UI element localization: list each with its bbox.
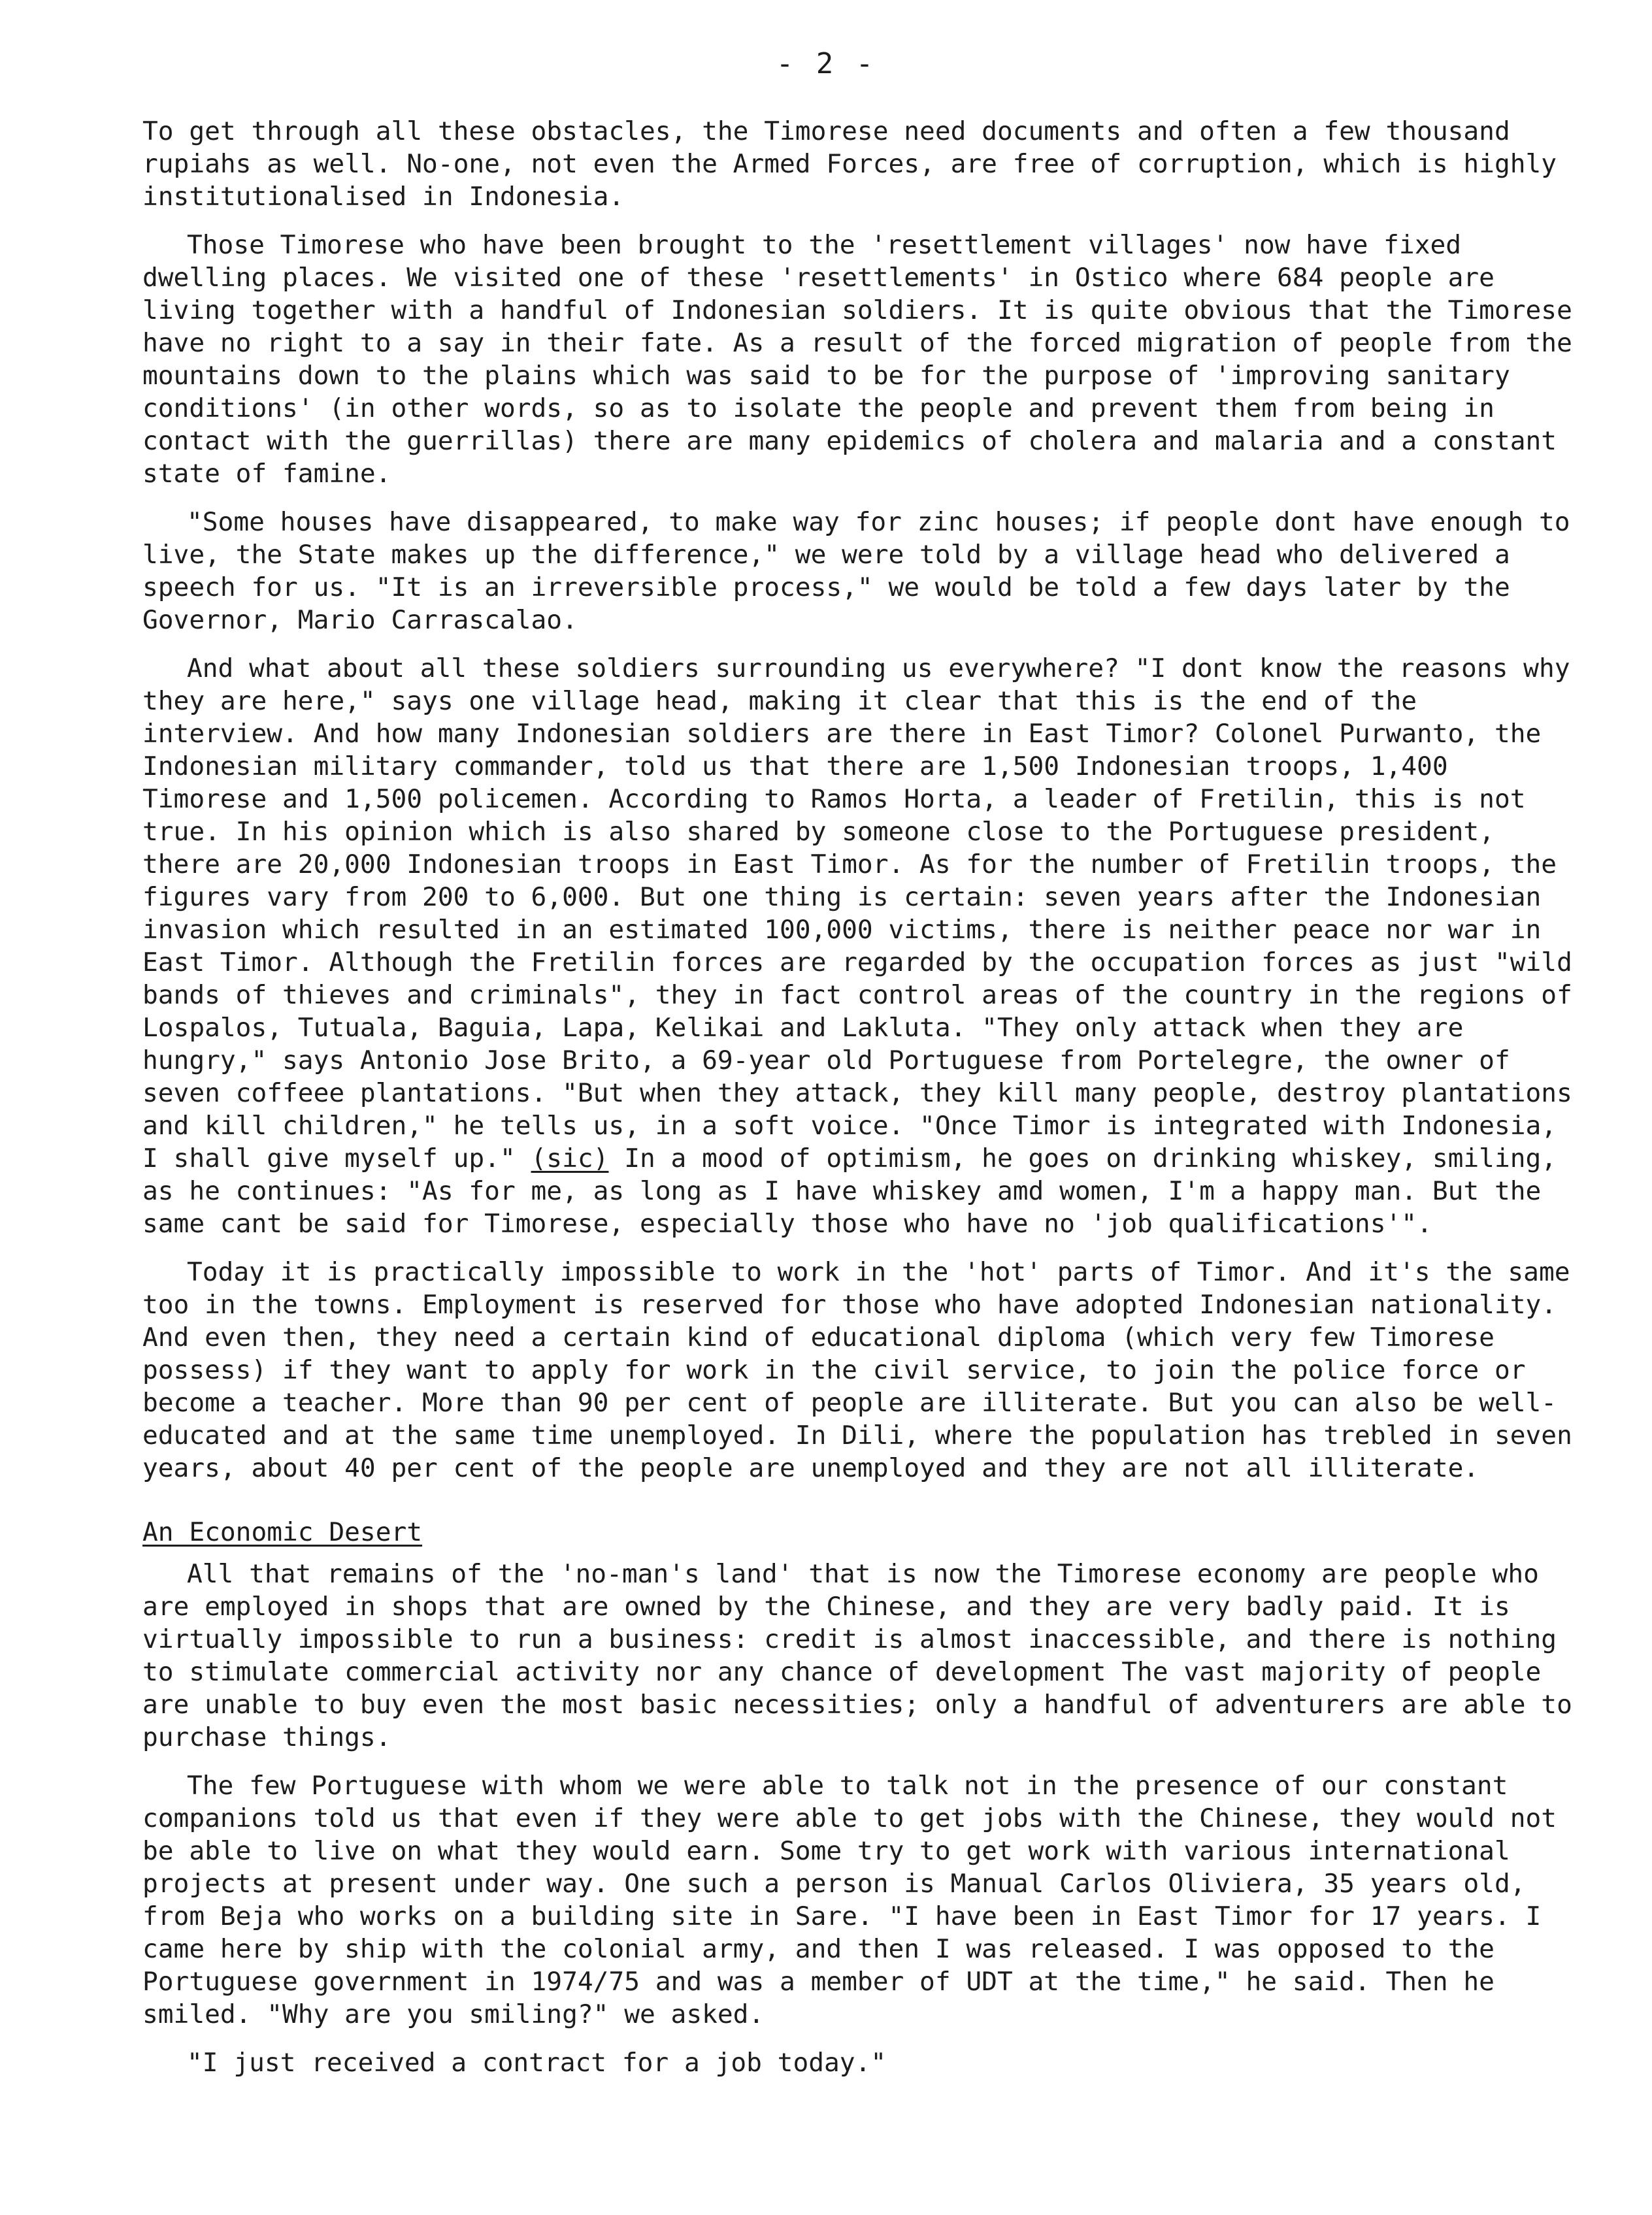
paragraph-portuguese: The few Portuguese with whom we were able to talk not in the presence of our constant companions told us that even if they were able to get jobs with the Chinese, they would not be able to live on what they would earn. Some try to get work with various international projects at present under way. One such a person is Manual Carlos Oliviera, 35 years old, from Beja who works on a building site in Sare. "I have been in East Timor for 17 years. I came here by ship with the colonial army, and then I was released. I was opposed to the Portuguese government in 1974/75 and was a member of UDT at the time," he said. Then he smiled. "Why are you smiling?" we asked. xyxy=(142,1771,1557,2029)
sic-annotation: (sic) xyxy=(531,1143,609,1173)
page-number: - 2 - xyxy=(776,47,876,80)
paragraph-economy: All that remains of the 'no-man's land' that is now the Timorese economy are people who are employed in shops that are owned by the Chinese, and they are very badly paid. It is virtually impossible to run a business: credit is almost inaccessible, and there is nothing to stimulate commercial activity nor any chance of development The vast majority of people are unable to buy even the most basic necessities; only a handful of adventurers are able to purchase things. xyxy=(142,1559,1572,1752)
paragraph-soldiers xyxy=(142,652,1587,1240)
paragraph-zinc-houses: "Some houses have disappeared, to make way for zinc houses; if people dont have enough to live, the State makes up the difference," we were told by a village head who delivered a speech for us. "It is an irreversible process," we would be told a few days later by the Governor, Mario Carrascalao. xyxy=(142,507,1570,635)
paragraph-resettlement: Those Timorese who have been brought to the 'resettlement villages' now have fixed dwelling places. We visited one of these 'resettlements' in Ostico where 684 people are living together with a handful of Indonesian soldiers. It is quite obvious that the Timorese have no right to a say in their fate. As a result of the forced migration of people from the mountains down to the plains which was said to be for the purpose of 'improving sanitary conditions' (in other words, so as to isolate the people and prevent them from being in contact with the guerrillas) there are many epidemics of cholera and malaria and a constant state of famine. xyxy=(142,230,1572,489)
paragraph-obstacles: To get through all these obstacles, the Timorese need documents and often a few thousand rupiahs as well. No-one, not even the Armed Forces, are free of corruption, which is highly institutionalised in Indonesia. xyxy=(142,116,1557,212)
article-body xyxy=(142,115,1587,2095)
section-heading-economic-desert: An Economic Desert xyxy=(142,1517,423,1547)
paragraph-contract: "I just received a contract for a job today." xyxy=(187,2048,887,2078)
paragraph-employment: Today it is practically impossible to work in the 'hot' parts of Timor. And it's the same too in the towns. Employment is reserved for those who have adopted Indonesian nationality. And even then, they need a certain kind of educational diploma (which very few Timorese possess) if they want to apply for work in the civil service, to join the police force or become a teacher. More than 90 per cent of people are illiterate. But you can also be well-educated and at the same time unemployed. In Dili, where the population has trebled in seven years, about 40 per cent of the people are unemployed and they are not all illiterate. xyxy=(142,1257,1572,1483)
paragraph-soldiers-part-2: In a mood of optimism, he goes on drinking whiskey, smiling, as he continues: "As for me, as long as I have whiskey amd women, I'm a happy man. But the same cant be said for Timorese, especially those who have no 'job qualifications'". xyxy=(142,1143,1557,1239)
paragraph-soldiers-part-1: And what about all these soldiers surrounding us everywhere? "I dont know the reasons why they are here," says one village head, making it clear that this is the end of the interview. And how many Indonesian soldiers are there in East Timor? Colonel Purwanto, the Indonesian military commander, told us that there are 1,500 Indonesian troops, 1,400 Timorese and 1,500 policemen. According to Ramos Horta, a leader of Fretilin, this is not true. In his opinion which is also shared by someone close to the Portuguese president, there are 20,000 Indonesian troops in East Timor. As for the number of Fretilin troops, the figures vary from 200 to 6,000. But one thing is certain: seven years after the Indonesian invasion which resulted in an estimated 100,000 victims, there is neither peace nor war in East Timor. Although the Fretilin forces are regarded by the occupation forces as just "wild bands of thieves and criminals", they in fact control areas of the country in the regions of Lospalos, Tutuala, Baguia, Lapa, Kelikai and Lakluta. "They only attack when they are hungry," says Antonio Jose Brito, a 69-year old Portuguese from Portelegre, the owner of seven coffeee plantations. "But when they attack, they kill many people, destroy plantations and kill children," he tells us, in a soft voice. "Once Timor is integrated with Indonesia, I shall give myself up." xyxy=(142,653,1572,1173)
